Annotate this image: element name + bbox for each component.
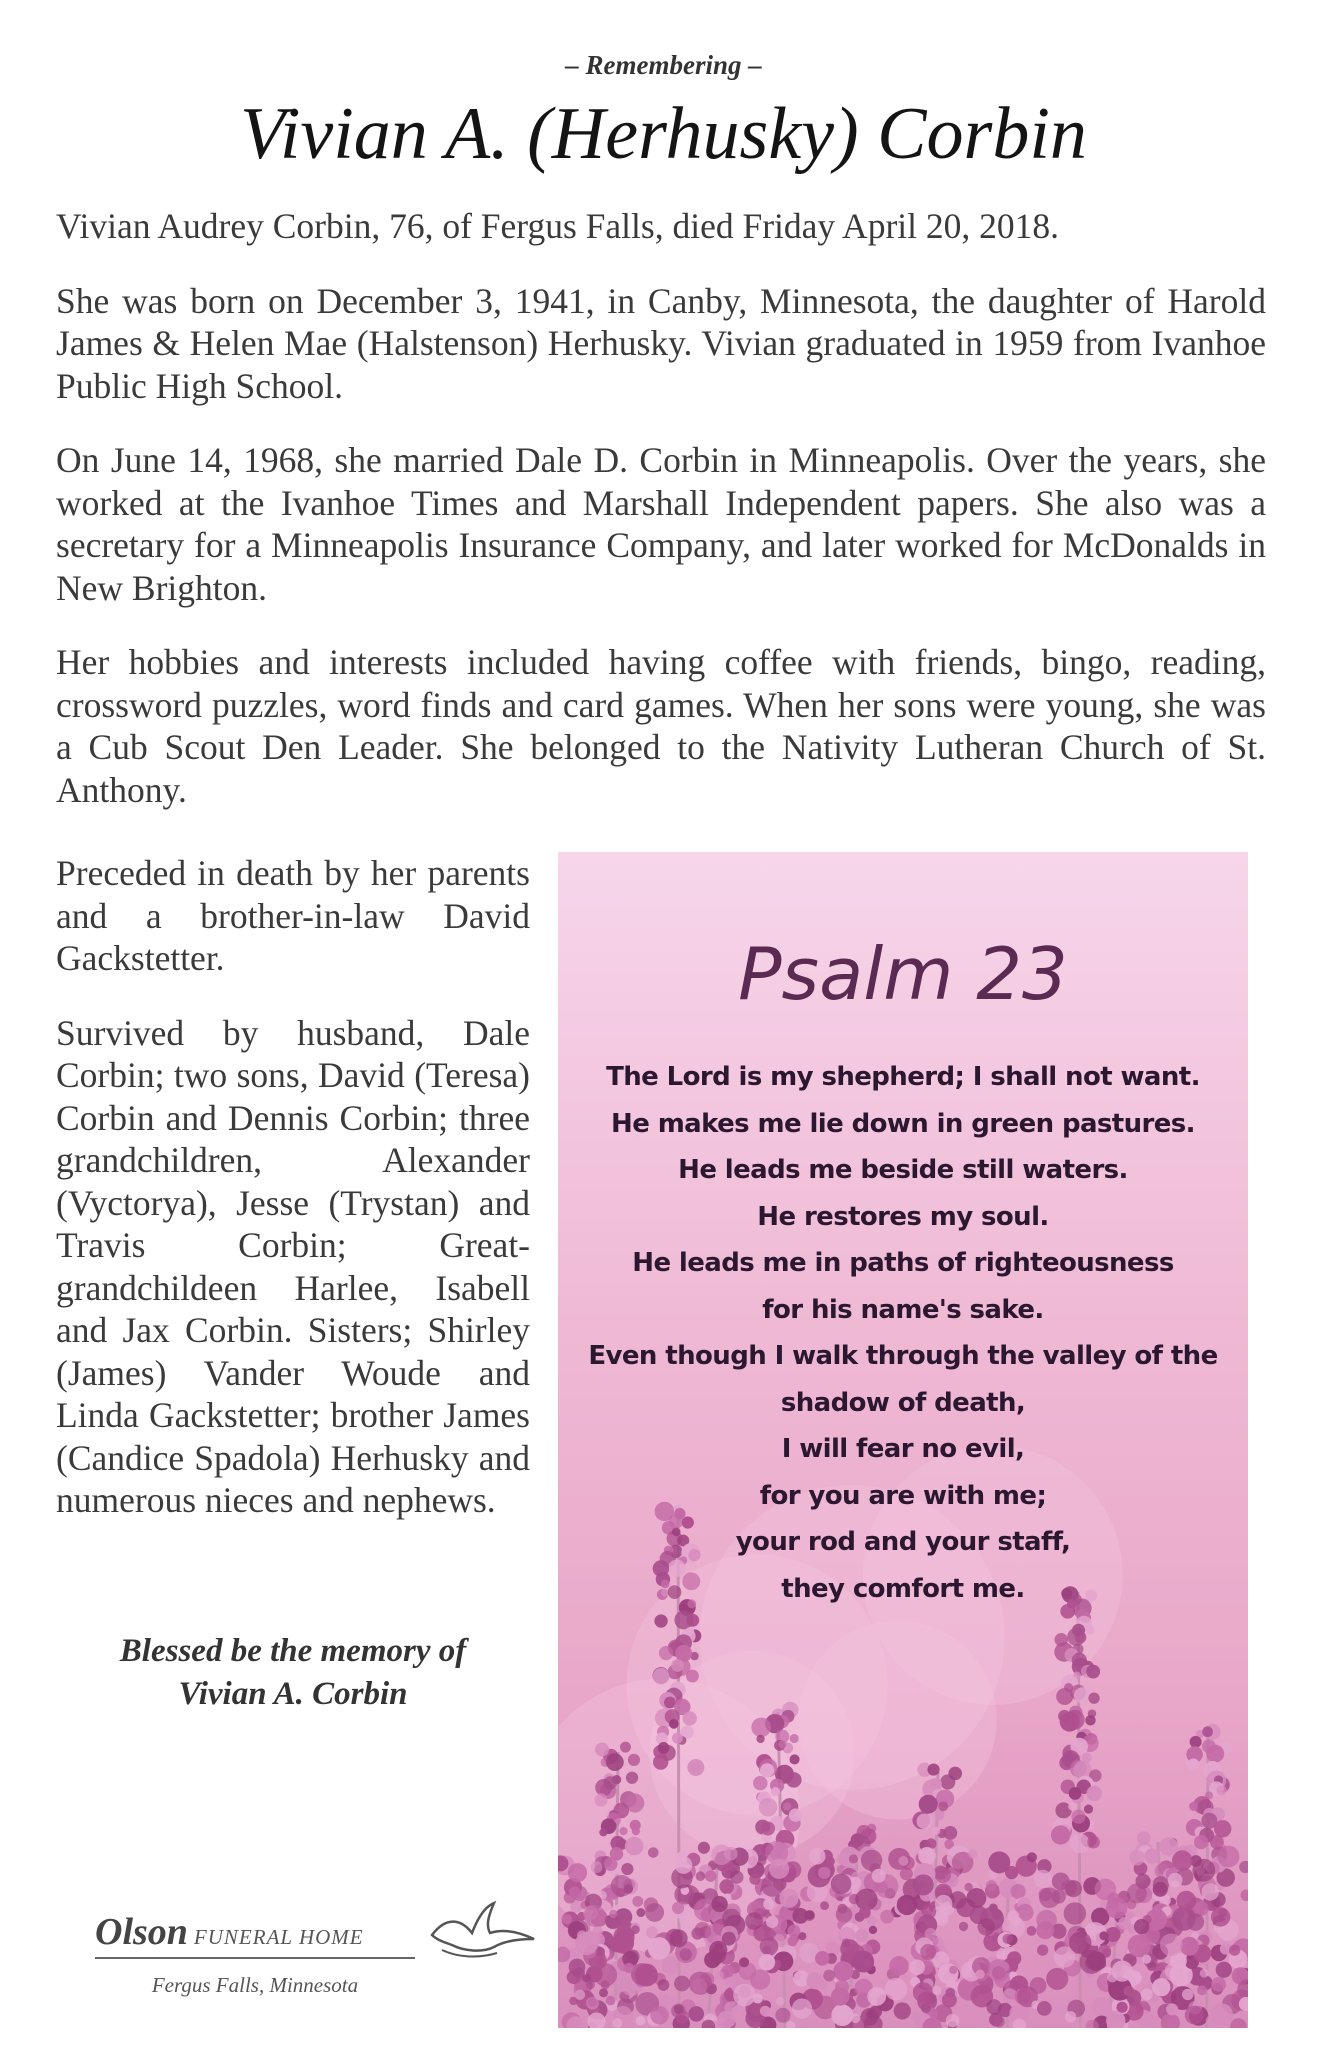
psalm-line: I will fear no evil, bbox=[781, 1434, 1025, 1464]
psalm-line: your rod and your staff, bbox=[735, 1527, 1071, 1557]
body-paragraph-marriage: On June 14, 1968, she married Dale D. Corbin in Minneapolis. Over the years, she worked at the Ivanhoe Times and Marshall Independent papers. She also was a secretary for a Minneapolis Insurance Company, and later worked for McDonalds in New Brighton. bbox=[56, 440, 1266, 608]
body-paragraph-birth: She was born on December 3, 1941, in Canby, Minnesota, the daughter of Harold James & Helen Mae (Halstenson) Herhusky. Vivian graduated in 1959 from Ivanhoe Public High School. bbox=[56, 280, 1266, 406]
funeral-home-caps: FUNERAL HOME bbox=[193, 1925, 364, 1949]
funeral-home-location: Fergus Falls, Minnesota bbox=[151, 1973, 359, 1997]
dove-icon bbox=[422, 1895, 542, 1965]
psalm-line: He leads me in paths of righteousness bbox=[632, 1248, 1174, 1278]
obituary-title: Vivian A. (Herhusky) Corbin bbox=[240, 93, 1087, 175]
family-column bbox=[56, 852, 530, 1554]
psalm-line: for his name's sake. bbox=[762, 1294, 1044, 1325]
psalm-line: The Lord is my shepherd; I shall not want. bbox=[606, 1062, 1200, 1092]
body-paragraph-hobbies: Her hobbies and interests included having coffee with friends, bingo, reading, crossword puzzles, word finds and card games. When her sons were young, she was a Cub Scout Den Leader. She belonged to the Nativity Lutheran Church of St. Anthony. bbox=[56, 642, 1266, 810]
psalm-line: they comfort me. bbox=[781, 1573, 1025, 1604]
blessed-memory bbox=[56, 1630, 530, 1716]
funeral-home-logo bbox=[95, 1910, 415, 1998]
psalm-line: shadow of death, bbox=[780, 1387, 1026, 1418]
blessed-line-1: Blessed be the memory of bbox=[119, 1633, 467, 1669]
psalm-line: for you are with me; bbox=[759, 1480, 1047, 1511]
funeral-home-script: Olson bbox=[95, 1911, 188, 1953]
body-paragraph-death: Vivian Audrey Corbin, 76, of Fergus Falls, died Friday April 20, 2018. bbox=[56, 206, 1059, 246]
remembering-kicker: – Remembering – bbox=[565, 50, 762, 80]
psalm-title: Psalm 23 bbox=[738, 932, 1068, 1016]
psalm-line: He leads me beside still waters. bbox=[678, 1155, 1128, 1185]
obituary-body bbox=[56, 205, 1266, 843]
funeral-home-name bbox=[95, 1910, 415, 1959]
psalm-line: He makes me lie down in green pastures. bbox=[611, 1108, 1195, 1139]
psalm-line: He restores my soul. bbox=[757, 1201, 1049, 1232]
survived-paragraph: Survived by husband, Dale Corbin; two sons, David (Teresa) Corbin and Dennis Corbin; three grandchildren, Alexander (Vyctorya), Jesse (Trystan) and Travis Corbin; Great-grandchildeen Harlee, Isabell and Jax Corbin. Sisters; Shirley (James) Vander Woude and Linda Gackstetter; brother James (Candice Spadola) Herhusky and numerous nieces and nephews. bbox=[56, 1012, 530, 1520]
blessed-line-2: Vivian A. Corbin bbox=[178, 1676, 408, 1712]
psalm-card bbox=[558, 852, 1248, 2028]
psalm-verse bbox=[558, 1054, 1248, 1612]
psalm-line: Even though I walk through the valley of the bbox=[588, 1341, 1218, 1371]
preceded-paragraph: Preceded in death by her parents and a brother-in-law David Gackstetter. bbox=[56, 853, 530, 978]
